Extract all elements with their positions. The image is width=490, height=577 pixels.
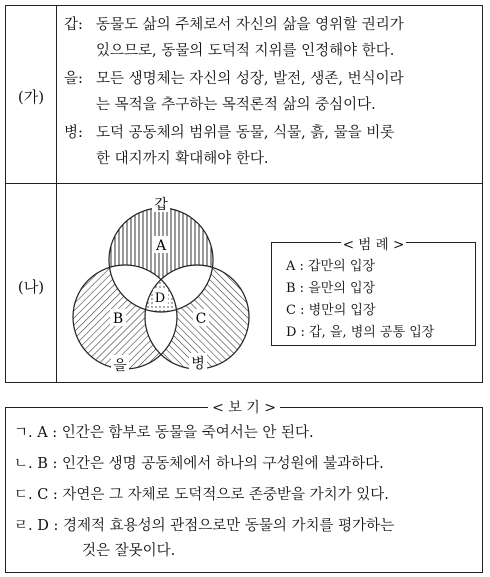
- legend-item-a: A : 갑만의 입장: [286, 259, 375, 274]
- statement-byeong-line2: 한 대지까지 확대해야 한다.: [96, 151, 269, 167]
- speaker-gap: 갑:: [64, 17, 83, 33]
- row-label-ga: (가): [17, 88, 45, 106]
- row-label-na: (나): [17, 278, 45, 296]
- label-byeong: 병: [191, 356, 205, 372]
- venn-diagram: [58, 185, 268, 382]
- passage-table: [5, 5, 483, 383]
- statement-gap: [64, 12, 404, 64]
- label-region-a: A: [155, 238, 167, 254]
- statement-eul-line1: 모든 생명체는 자신의 성장, 발전, 생존, 번식이라: [96, 71, 404, 87]
- legend-title: < 범 례 >: [342, 237, 405, 253]
- bogi-box: [5, 400, 483, 573]
- label-region-d: D: [154, 291, 166, 306]
- row-divider: [6, 183, 482, 184]
- label-gap: 갑: [154, 197, 168, 213]
- statement-byeong: [64, 120, 394, 172]
- bogi-item-nieun-text: ㄴ. B : 인간은 생명 공동체에서 하나의 구성원에 불과하다.: [14, 456, 384, 472]
- bogi-title: < 보 기 >: [208, 400, 280, 416]
- bogi-item-rieul: [14, 514, 394, 564]
- bogi-item-giyeok: [14, 421, 314, 446]
- bogi-item-rieul-text-cont: 것은 잘못이다.: [82, 543, 176, 559]
- speaker-eul: 을:: [64, 71, 83, 87]
- legend-item-d: D : 갑, 을, 병의 공통 입장: [286, 325, 435, 340]
- bogi-item-rieul-text: ㄹ. D : 경제적 효용성의 관점으로만 동물의 가치를 평가하는: [14, 518, 395, 534]
- statement-gap-line2: 있으므로, 동물의 도덕적 지위를 인정해야 한다.: [96, 43, 395, 59]
- statement-eul: [64, 66, 404, 118]
- bogi-item-nieun: [14, 452, 384, 477]
- bogi-item-digeut: [14, 483, 389, 508]
- bogi-item-digeut-text: ㄷ. C : 자연은 그 자체로 도덕적으로 존중받을 가치가 있다.: [14, 487, 389, 503]
- statement-gap-line1: 동물도 삶의 주체로서 자신의 삶을 영위할 권리가: [96, 17, 404, 33]
- label-region-b: B: [112, 311, 124, 327]
- label-eul: 을: [113, 358, 127, 374]
- bogi-item-giyeok-text: ㄱ. A : 인간은 함부로 동물을 죽여서는 안 된다.: [14, 425, 314, 441]
- statement-byeong-line1: 도덕 공동체의 범위를 동물, 식물, 흙, 물을 비롯: [96, 125, 395, 141]
- legend-item-c: C : 병만의 입장: [286, 303, 376, 318]
- column-divider: [56, 6, 57, 382]
- speaker-byeong: 병:: [64, 125, 83, 141]
- legend-box: [271, 237, 476, 346]
- statement-eul-line2: 는 목적을 추구하는 목적론적 삶의 중심이다.: [96, 97, 376, 113]
- legend-item-b: B : 을만의 입장: [286, 281, 376, 296]
- label-region-c: C: [195, 311, 207, 327]
